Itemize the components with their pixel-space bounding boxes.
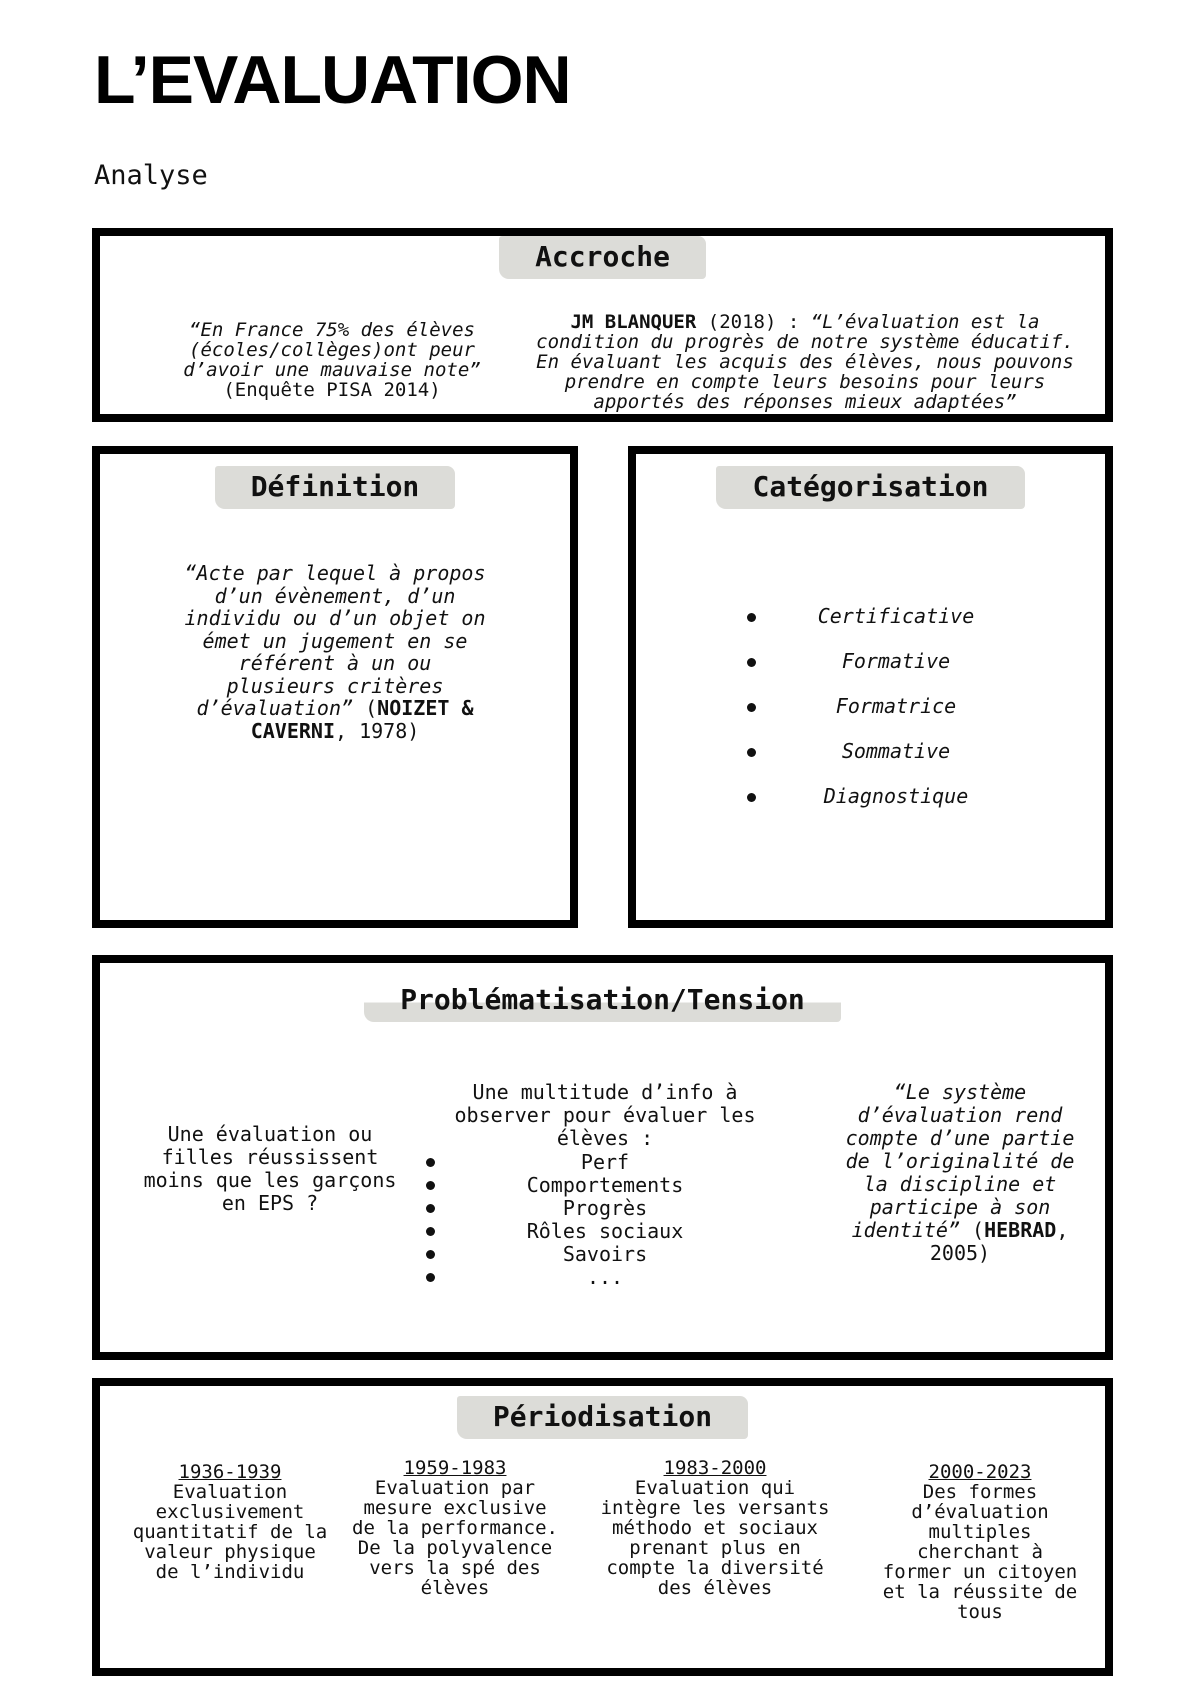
categorisation-list <box>636 604 1105 829</box>
list-item: Rôles sociaux <box>420 1219 790 1242</box>
list-item: Formatrice <box>636 694 1105 739</box>
definition-heading: Définition <box>100 466 570 509</box>
pisa-quote-text: “En France 75% des élèves (écoles/collèges)ont peur d’avoir une mauvaise note” <box>183 319 481 381</box>
definition-year: , 1978) <box>335 718 420 743</box>
definition-quote <box>180 562 490 742</box>
period-text: Evaluation exclusivement quantitatif de la valeur physique de l’individu <box>132 1481 328 1583</box>
problematisation-question: Une évaluation ou filles réussissent moins que les garçons en EPS ? <box>143 1122 397 1215</box>
hebrad-quote-text: “Le système d’évaluation rend compte d’une partie de l’originalité de la discipline et participe à son identité” <box>845 1080 1075 1242</box>
period-item <box>350 1458 560 1598</box>
problematisation-quote <box>840 1081 1080 1265</box>
list-item: Diagnostique <box>636 784 1105 829</box>
hebrad-author: HEBRAD <box>984 1218 1057 1242</box>
period-date: 2000-2023 <box>928 1461 1032 1483</box>
period-item <box>130 1462 330 1582</box>
periodisation-heading: Périodisation <box>100 1396 1105 1439</box>
list-item: Sommative <box>636 739 1105 784</box>
period-date: 1959-1983 <box>403 1457 507 1479</box>
page-subtitle: Analyse <box>94 160 208 191</box>
period-date: 1983-2000 <box>663 1457 767 1479</box>
pisa-quote-source: (Enquête PISA 2014) <box>223 379 441 401</box>
accroche-section <box>92 228 1113 422</box>
blanquer-author: JM BLANQUER <box>570 311 697 333</box>
page-title: L’EVALUATION <box>94 42 571 118</box>
definition-authors: NOIZET & CAVERNI <box>250 696 474 743</box>
problematisation-section <box>92 955 1113 1360</box>
bullet-icon <box>747 793 756 802</box>
period-text: Des formes d’évaluation multiples cherchant à former un citoyen et la réussite de tous <box>882 1481 1078 1623</box>
accroche-blanquer-quote <box>520 312 1090 412</box>
hebrad-open-paren: ( <box>959 1218 985 1242</box>
period-date: 1936-1939 <box>178 1461 282 1483</box>
bullet-icon <box>747 658 756 667</box>
list-item: Formative <box>636 649 1105 694</box>
list-item: Progrès <box>420 1196 790 1219</box>
period-text: Evaluation qui intègre les versants méthodo et sociaux prenant plus en compte la diversité des élèves <box>600 1477 830 1599</box>
bullet-icon <box>747 703 756 712</box>
periodisation-section <box>92 1378 1113 1676</box>
bullet-icon <box>747 613 756 622</box>
period-item <box>590 1458 840 1598</box>
definition-section <box>92 446 578 928</box>
problematisation-intro: Une multitude d’info à observer pour évaluer les élèves : <box>454 1080 756 1150</box>
period-text: Evaluation par mesure exclusive de la performance. De la polyvalence vers la spé des élèves <box>352 1477 558 1599</box>
problematisation-list <box>420 1150 790 1288</box>
hebrad-year: , 2005) <box>929 1218 1069 1265</box>
problematisation-heading: Problématisation/Tension <box>100 979 1105 1022</box>
list-item: Certificative <box>636 604 1105 649</box>
categorisation-heading: Catégorisation <box>636 466 1105 509</box>
list-item: Comportements <box>420 1173 790 1196</box>
definition-quote-text: “Acte par lequel à propos d’un évènement, d’un individu ou d’un objet on émet un jugement en se référent à un ou plusieurs critères d’évaluation” <box>184 561 486 720</box>
blanquer-quote-text: “L’évaluation est la condition du progrès de notre système éducatif. En évaluant les acquis des élèves, nous pouvons prendre en compte leurs besoins pour leurs apportés des réponses mieux adaptées” <box>536 311 1074 413</box>
list-item: Savoirs <box>420 1242 790 1265</box>
categorisation-section <box>628 446 1113 928</box>
bullet-icon <box>747 748 756 757</box>
blanquer-year: (2018) : <box>696 311 811 333</box>
definition-open-paren: ( <box>353 696 378 720</box>
period-item <box>880 1462 1080 1622</box>
accroche-heading: Accroche <box>100 236 1105 279</box>
accroche-pisa-quote <box>152 320 512 400</box>
list-item: ... <box>420 1265 790 1288</box>
list-item: Perf <box>420 1150 790 1173</box>
